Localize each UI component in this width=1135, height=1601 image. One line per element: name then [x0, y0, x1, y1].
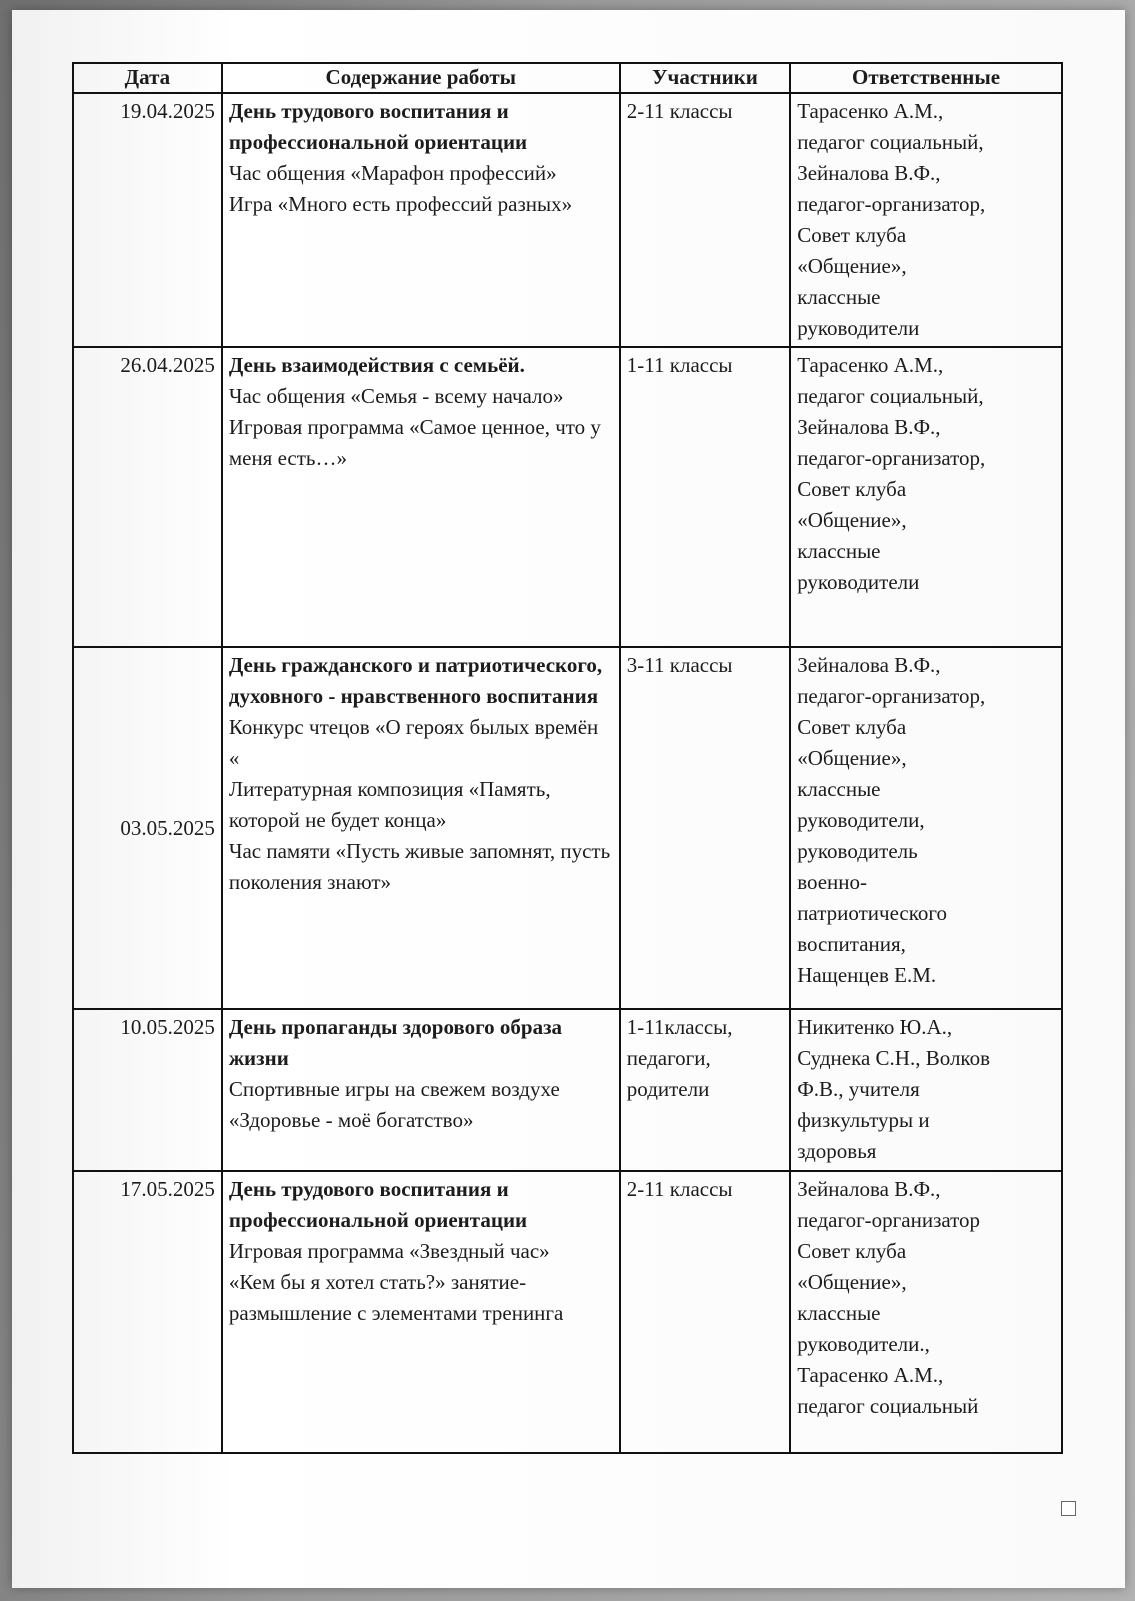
- responsible-line: классные: [797, 1301, 881, 1325]
- table-header-row: [73, 63, 1062, 93]
- participants-text: 3-11 классы: [626, 653, 733, 677]
- row-date: [73, 647, 222, 1009]
- row-date: [73, 93, 222, 347]
- responsible-line: воспитания,: [797, 932, 906, 956]
- table-row: [73, 1171, 1062, 1453]
- responsible-line: педагог социальный,: [797, 384, 984, 408]
- row-participants: [620, 647, 790, 1009]
- responsible-line: Нащенцев Е.М.: [797, 963, 937, 987]
- date-text: 19.04.2025: [120, 99, 215, 123]
- responsible-line: педагог социальный,: [797, 130, 984, 154]
- responsible-line: военно-: [797, 870, 868, 894]
- responsible-line: Никитенко Ю.А.,: [797, 1015, 953, 1039]
- row-content: [222, 93, 620, 347]
- activity-item: Игровая программа «Самое ценное, что у меня есть…»: [228, 415, 601, 470]
- participants-text: 2-11 классы: [626, 1177, 733, 1201]
- responsible-line: «Общение»,: [797, 508, 907, 532]
- responsible-line: руководитель: [797, 839, 918, 863]
- header-responsible: Ответственные: [790, 63, 1062, 93]
- responsible-line: Тарасенко А.М.,: [797, 353, 944, 377]
- activity-item: Литературная композиция «Память, которой не будет конца»: [228, 777, 551, 832]
- row-content: [222, 1171, 620, 1453]
- responsible-line: патриотического: [797, 901, 947, 925]
- responsible-line: классные: [797, 539, 881, 563]
- responsible-line: педагог-организатор: [797, 1208, 981, 1232]
- activity-item: Игра «Много есть профессий разных»: [228, 192, 573, 216]
- row-date: [73, 1009, 222, 1171]
- responsible-line: руководители: [797, 316, 920, 340]
- row-responsible: [790, 1171, 1062, 1453]
- date-text: 26.04.2025: [120, 353, 215, 377]
- activity-item: «Кем бы я хотел стать?» занятие-размышление с элементами тренинга: [228, 1270, 564, 1325]
- responsible-line: Совет клуба: [797, 477, 907, 501]
- row-content: [222, 347, 620, 647]
- activity-plan-table: [72, 62, 1063, 1454]
- header-date: Дата: [73, 63, 222, 93]
- day-title: День пропаганды здорового образа жизни: [228, 1015, 563, 1070]
- responsible-line: Совет клуба: [797, 715, 907, 739]
- participants-text: 1-11классы, педагоги, родители: [626, 1015, 733, 1101]
- table-row: [73, 1009, 1062, 1171]
- responsible-line: Суднека С.Н., Волков: [797, 1046, 990, 1070]
- row-date: [73, 347, 222, 647]
- page-end-marker: [1061, 1501, 1076, 1516]
- responsible-line: руководители,: [797, 808, 925, 832]
- participants-text: 2-11 классы: [626, 99, 733, 123]
- responsible-line: Ф.В., учителя: [797, 1077, 920, 1101]
- responsible-line: руководители: [797, 570, 920, 594]
- responsible-line: руководители.,: [797, 1332, 930, 1356]
- responsible-line: Зейналова В.Ф.,: [797, 653, 941, 677]
- responsible-line: Зейналова В.Ф.,: [797, 1177, 941, 1201]
- day-title: День гражданского и патриотического, духовного - нравственного воспитания: [228, 653, 603, 708]
- row-participants: [620, 1171, 790, 1453]
- date-text: 03.05.2025: [120, 815, 215, 840]
- responsible-line: «Общение»,: [797, 1270, 907, 1294]
- responsible-line: Тарасенко А.М.,: [797, 1363, 944, 1387]
- responsible-line: педагог-организатор,: [797, 684, 986, 708]
- row-responsible: [790, 93, 1062, 347]
- responsible-line: Совет клуба: [797, 1239, 907, 1263]
- responsible-line: Зейналова В.Ф.,: [797, 161, 941, 185]
- responsible-line: здоровья: [797, 1139, 877, 1163]
- responsible-line: педагог-организатор,: [797, 192, 986, 216]
- date-text: 10.05.2025: [120, 1015, 215, 1039]
- responsible-line: Зейналова В.Ф.,: [797, 415, 941, 439]
- row-participants: [620, 347, 790, 647]
- table-row: [73, 93, 1062, 347]
- day-title: День взаимодействия с семьёй.: [228, 353, 525, 377]
- responsible-line: «Общение»,: [797, 254, 907, 278]
- table-row: [73, 347, 1062, 647]
- row-responsible: [790, 647, 1062, 1009]
- row-content: [222, 647, 620, 1009]
- responsible-line: педагог-организатор,: [797, 446, 986, 470]
- activity-item: Час памяти «Пусть живые запомнят, пусть поколения знают»: [228, 839, 611, 894]
- activity-item: Конкурс чтецов «О героях былых времён «: [228, 715, 599, 770]
- responsible-line: классные: [797, 777, 881, 801]
- table-row: [73, 647, 1062, 1009]
- responsible-line: педагог социальный: [797, 1394, 979, 1418]
- row-responsible: [790, 1009, 1062, 1171]
- row-date: [73, 1171, 222, 1453]
- responsible-line: Тарасенко А.М.,: [797, 99, 944, 123]
- date-text: 17.05.2025: [120, 1177, 215, 1201]
- row-participants: [620, 1009, 790, 1171]
- header-participants: Участники: [620, 63, 790, 93]
- activity-item: Спортивные игры на свежем воздухе «Здоровье - моё богатство»: [228, 1077, 560, 1132]
- activity-item: Час общения «Семья - всему начало»: [228, 384, 564, 408]
- row-content: [222, 1009, 620, 1171]
- participants-text: 1-11 классы: [626, 353, 733, 377]
- day-title: День трудового воспитания и профессиональной ориентации: [228, 1177, 528, 1232]
- responsible-line: классные: [797, 285, 881, 309]
- day-title: День трудового воспитания и профессиональной ориентации: [228, 99, 528, 154]
- row-participants: [620, 93, 790, 347]
- responsible-line: Совет клуба: [797, 223, 907, 247]
- activity-item: Час общения «Марафон профессий»: [228, 161, 557, 185]
- header-content: Содержание работы: [222, 63, 620, 93]
- responsible-line: «Общение»,: [797, 746, 907, 770]
- activity-item: Игровая программа «Звездный час»: [228, 1239, 550, 1263]
- responsible-line: физкультуры и: [797, 1108, 930, 1132]
- row-responsible: [790, 347, 1062, 647]
